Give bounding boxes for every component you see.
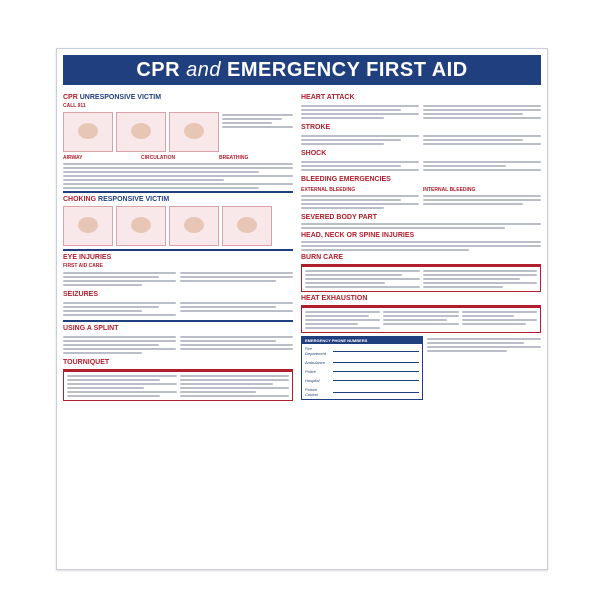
step-breathing: BREATHING <box>219 155 249 161</box>
cpr-figure-2 <box>116 112 166 152</box>
heart-attack-heading: HEART ATTACK <box>301 94 355 101</box>
burn-care-heading: BURN CARE <box>301 254 343 261</box>
heat-exhaustion-heading: HEAT EXHAUSTION <box>301 295 368 302</box>
choking-heading: CHOKING RESPONSIVE VICTIM <box>63 196 170 203</box>
choking-figure-4 <box>222 206 272 246</box>
tourniquet-heading: TOURNIQUET <box>63 359 110 366</box>
head-neck-heading: HEAD, NECK OR SPINE INJURIES <box>301 232 415 239</box>
choking-figure-2 <box>116 206 166 246</box>
step-circulation: CIRCULATION <box>141 155 176 161</box>
phone-field-fire[interactable]: Fire Department <box>302 344 422 358</box>
call-911-label: CALL 911 <box>63 103 86 109</box>
choking-figure-3 <box>169 206 219 246</box>
seizures-heading: SEIZURES <box>63 291 99 298</box>
external-bleeding-label: EXTERNAL BLEEDING <box>301 187 356 193</box>
phones-title: EMERGENCY PHONE NUMBERS <box>302 337 422 344</box>
burn-table <box>301 264 541 292</box>
eye-sub-heading: FIRST AID CARE <box>63 263 103 269</box>
eye-injuries-heading: EYE INJURIES <box>63 254 112 261</box>
splint-heading: USING A SPLINT <box>63 325 119 332</box>
phone-field-ambulance[interactable]: Ambulance <box>302 358 422 367</box>
phone-field-poison[interactable]: Poison Control <box>302 385 422 399</box>
first-aid-poster <box>56 48 548 570</box>
phone-field-hospital[interactable]: Hospital <box>302 376 422 385</box>
emergency-phone-numbers <box>301 336 423 400</box>
phone-field-police[interactable]: Police <box>302 367 422 376</box>
left-column <box>63 91 293 561</box>
severed-heading: SEVERED BODY PART <box>301 214 377 221</box>
choking-figure-1 <box>63 206 113 246</box>
cpr-steps <box>63 155 293 161</box>
poster-title: CPR and EMERGENCY FIRST AID <box>136 59 468 81</box>
internal-bleeding-label: INTERNAL BLEEDING <box>423 187 476 193</box>
right-column <box>301 91 541 561</box>
cpr-figures <box>63 112 293 152</box>
tourniquet-table <box>63 369 293 401</box>
cpr-heading: CPR UNRESPONSIVE VICTIM <box>63 94 162 101</box>
heat-table <box>301 305 541 333</box>
cpr-figure-1 <box>63 112 113 152</box>
bleeding-heading: BLEEDING EMERGENCIES <box>301 176 391 183</box>
cpr-figure-3 <box>169 112 219 152</box>
choking-figures <box>63 206 293 246</box>
step-airway: AIRWAY <box>63 155 83 161</box>
title-banner <box>63 55 541 85</box>
stroke-heading: STROKE <box>301 124 331 131</box>
shock-heading: SHOCK <box>301 150 327 157</box>
